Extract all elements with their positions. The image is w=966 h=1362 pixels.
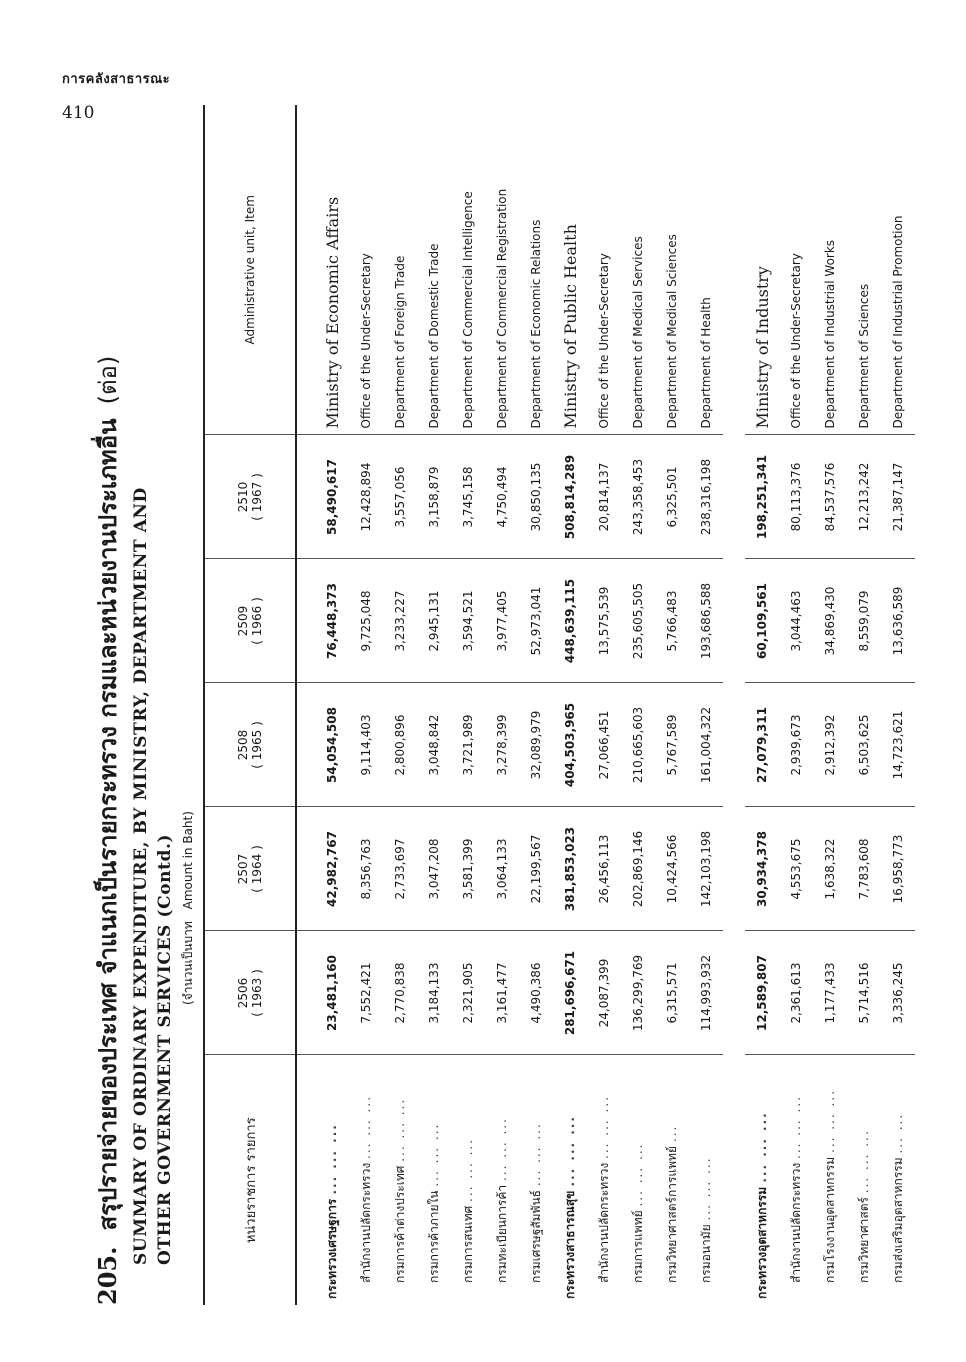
row-value: 1,638,322 — [813, 807, 847, 931]
row-value: 5,767,589 — [655, 683, 689, 807]
row-value: 243,358,453 — [621, 435, 655, 559]
row-value: 202,869,146 — [621, 807, 655, 931]
table-row-ministry — [745, 105, 779, 1305]
row-english-name: Ministry of Industry — [745, 105, 779, 435]
row-thai-name: กรมวิทยาศาสตร์การแพทย์ ... — [664, 1124, 679, 1283]
row-value: 13,575,539 — [587, 559, 621, 683]
row-english-name: Office of the Under-Secretary — [587, 105, 621, 435]
row-value: 9,114,403 — [349, 683, 383, 807]
row-value: 16,958,773 — [881, 807, 915, 931]
table-header-row — [204, 105, 296, 1305]
row-value: 3,745,158 — [451, 435, 485, 559]
row-english-name: Office of the Under-Secretary — [349, 105, 383, 435]
row-english-name: Department of Medical Services — [621, 105, 655, 435]
table-row — [349, 105, 383, 1305]
row-value: 3,064,133 — [485, 807, 519, 931]
header-year-2507 — [204, 807, 296, 931]
row-value: 508,814,289 — [553, 435, 587, 559]
header-thai-unit: หน่วยราชการ รายการ — [204, 1055, 296, 1305]
title-english-line1: SUMMARY OF ORDINARY EXPENDITURE, BY MINISTRY, DEPARTMENT AND — [131, 487, 151, 1265]
table-row-ministry — [553, 105, 587, 1305]
row-thai-name: กรมอนามัย ... ... ... — [698, 1156, 713, 1283]
row-value: 210,665,603 — [621, 683, 655, 807]
page-number: 410 — [62, 103, 95, 123]
table-row — [519, 105, 553, 1305]
row-thai-name: สำนักงานปลัดกระทรวง ... ... ... — [358, 1094, 373, 1283]
row-value: 8,356,763 — [349, 807, 383, 931]
row-english-name: Department of Domestic Trade — [417, 105, 451, 435]
table-row — [485, 105, 519, 1305]
row-value: 76,448,373 — [296, 559, 349, 683]
row-value: 12,428,894 — [349, 435, 383, 559]
row-value: 21,387,147 — [881, 435, 915, 559]
row-value: 6,503,625 — [847, 683, 881, 807]
row-thai-name: กรมการแพทย์ ... ... ... — [630, 1142, 645, 1283]
header-year-ce: ( 1966 ) — [250, 597, 264, 645]
row-thai-name: กรมการค้าต่างประเทศ ... ... ... — [392, 1097, 407, 1283]
row-value: 30,934,378 — [745, 807, 779, 931]
table-row — [451, 105, 485, 1305]
row-value: 3,581,399 — [451, 807, 485, 931]
row-value: 114,993,932 — [689, 931, 723, 1055]
unit-note-english: Amount in Baht) — [181, 811, 195, 910]
row-value: 4,553,675 — [779, 807, 813, 931]
table-number: 205. — [93, 1246, 122, 1305]
header-year-be: 2508 — [236, 729, 250, 761]
row-thai-name: สำนักงานปลัดกระทรวง ... ... ... — [788, 1094, 803, 1283]
row-value: 2,770,838 — [383, 931, 417, 1055]
header-year-ce: ( 1965 ) — [250, 721, 264, 769]
header-year-ce: ( 1963 ) — [250, 969, 264, 1017]
row-value: 3,557,056 — [383, 435, 417, 559]
row-value: 2,939,673 — [779, 683, 813, 807]
row-value: 6,315,571 — [655, 931, 689, 1055]
row-english-name: Department of Medical Sciences — [655, 105, 689, 435]
row-thai-name: กรมส่งเสริมอุตสาหกรรม ... ... — [890, 1112, 905, 1283]
row-thai-name: กระทรวงอุตสาหกรรม ... ... ... — [754, 1111, 769, 1299]
header-year-be: 2509 — [236, 605, 250, 637]
rotated-table-sheet — [70, 105, 940, 1305]
header-year-2510 — [204, 435, 296, 559]
table-row-ministry — [296, 105, 349, 1305]
title-thai-line — [88, 105, 127, 1305]
row-value: 3,047,208 — [417, 807, 451, 931]
row-value: 52,973,041 — [519, 559, 553, 683]
row-english-name: Ministry of Economic Affairs — [296, 105, 349, 435]
row-value: 54,054,508 — [296, 683, 349, 807]
row-value: 2,733,697 — [383, 807, 417, 931]
header-year-2508 — [204, 683, 296, 807]
row-value: 14,723,621 — [881, 683, 915, 807]
row-value: 20,814,137 — [587, 435, 621, 559]
row-thai-name: กรมวิทยาศาสตร์ ... ... ... — [856, 1129, 871, 1283]
row-value: 142,103,198 — [689, 807, 723, 931]
row-value: 84,537,576 — [813, 435, 847, 559]
row-value: 235,605,505 — [621, 559, 655, 683]
row-value: 5,766,483 — [655, 559, 689, 683]
row-thai-name: กรมการค้าภายใน ... ... ... — [426, 1122, 441, 1283]
row-value: 448,639,115 — [553, 559, 587, 683]
row-value: 9,725,048 — [349, 559, 383, 683]
row-thai-name: กรมการสนเทศ ... ... ... — [460, 1137, 475, 1283]
row-value: 161,004,322 — [689, 683, 723, 807]
header-year-ce: ( 1967 ) — [250, 473, 264, 521]
row-value: 58,490,617 — [296, 435, 349, 559]
header-year-ce: ( 1964 ) — [250, 845, 264, 893]
row-value: 3,044,463 — [779, 559, 813, 683]
row-value: 10,424,566 — [655, 807, 689, 931]
header-year-2506 — [204, 931, 296, 1055]
row-value: 1,177,433 — [813, 931, 847, 1055]
row-value: 281,696,671 — [553, 931, 587, 1055]
row-value: 198,251,341 — [745, 435, 779, 559]
row-english-name: Office of the Under-Secretary — [779, 105, 813, 435]
expenditure-table — [203, 105, 915, 1305]
row-value: 13,636,589 — [881, 559, 915, 683]
table-row — [587, 105, 621, 1305]
row-english-name: Department of Economic Relations — [519, 105, 553, 435]
table-row — [417, 105, 451, 1305]
row-thai-name: กรมทะเบียนการค้า ... ... ... — [494, 1117, 509, 1283]
row-value: 7,552,421 — [349, 931, 383, 1055]
table-row — [383, 105, 417, 1305]
title-contd-thai: (ต่อ) — [94, 355, 122, 405]
row-english-name: Department of Industrial Promotion — [881, 105, 915, 435]
row-thai-name: กรมเศรษฐสัมพันธ์ ... ... ... — [528, 1122, 543, 1283]
table-row — [813, 105, 847, 1305]
row-value: 6,325,501 — [655, 435, 689, 559]
table-spacer-row — [723, 105, 745, 1305]
row-value: 42,982,767 — [296, 807, 349, 931]
row-value: 3,594,521 — [451, 559, 485, 683]
row-value: 4,750,494 — [485, 435, 519, 559]
row-value: 3,158,879 — [417, 435, 451, 559]
table-title-area — [88, 105, 198, 1305]
header-year-2509 — [204, 559, 296, 683]
table-row — [881, 105, 915, 1305]
row-value: 12,589,807 — [745, 931, 779, 1055]
row-value: 3,184,133 — [417, 931, 451, 1055]
row-value: 30,850,135 — [519, 435, 553, 559]
row-value: 27,079,311 — [745, 683, 779, 807]
row-thai-name: กระทรวงสาธารณสุข ... ... ... — [562, 1115, 577, 1299]
row-thai-name: กระทรวงเศรษฐการ ... ... ... — [324, 1123, 339, 1299]
row-english-name: Department of Foreign Trade — [383, 105, 417, 435]
header-year-be: 2507 — [236, 853, 250, 885]
row-value: 193,686,588 — [689, 559, 723, 683]
row-value: 2,321,905 — [451, 931, 485, 1055]
row-value: 136,299,769 — [621, 931, 655, 1055]
row-value: 32,089,979 — [519, 683, 553, 807]
unit-note-thai: (จำนวนเป็นบาท — [181, 921, 195, 1005]
row-english-name: Department of Health — [689, 105, 723, 435]
title-thai: สรุปรายจ่ายของประเทศ จำแนกเป็นรายกระทรวง กรมและหน่วยงานประเภทอื่น — [94, 418, 122, 1231]
header-year-be: 2510 — [236, 481, 250, 513]
row-value: 2,912,392 — [813, 683, 847, 807]
row-english-name: Department of Commercial Intelligence — [451, 105, 485, 435]
row-value: 2,361,613 — [779, 931, 813, 1055]
row-value: 4,490,386 — [519, 931, 553, 1055]
row-value: 404,503,965 — [553, 683, 587, 807]
section-label: การคลังสาธารณะ — [62, 72, 171, 87]
table-row — [655, 105, 689, 1305]
row-value: 3,048,842 — [417, 683, 451, 807]
unit-note — [179, 105, 198, 1305]
row-thai-name: สำนักงานปลัดกระทรวง ... ... ... — [596, 1094, 611, 1283]
row-value: 8,559,079 — [847, 559, 881, 683]
table-row — [779, 105, 813, 1305]
row-value: 3,233,227 — [383, 559, 417, 683]
row-value: 26,456,113 — [587, 807, 621, 931]
row-value: 3,278,399 — [485, 683, 519, 807]
row-value: 3,336,245 — [881, 931, 915, 1055]
row-english-name: Department of Sciences — [847, 105, 881, 435]
row-value: 3,977,405 — [485, 559, 519, 683]
expenditure-table-wrapper — [203, 105, 915, 1305]
row-value: 23,481,160 — [296, 931, 349, 1055]
row-value: 12,213,242 — [847, 435, 881, 559]
row-value: 3,161,477 — [485, 931, 519, 1055]
row-value: 7,783,608 — [847, 807, 881, 931]
row-english-name: Department of Industrial Works — [813, 105, 847, 435]
row-value: 24,087,399 — [587, 931, 621, 1055]
row-thai-name: กรมโรงงานอุตสาหกรรม ... ... ... — [822, 1088, 837, 1283]
row-value: 2,800,896 — [383, 683, 417, 807]
header-english-unit: Administrative unit, Item — [204, 105, 296, 435]
table-row — [847, 105, 881, 1305]
header-year-be: 2506 — [236, 977, 250, 1009]
row-value: 34,869,430 — [813, 559, 847, 683]
row-value: 238,316,198 — [689, 435, 723, 559]
table-row — [621, 105, 655, 1305]
row-value: 60,109,561 — [745, 559, 779, 683]
table-row — [689, 105, 723, 1305]
row-value: 27,066,451 — [587, 683, 621, 807]
row-value: 3,721,989 — [451, 683, 485, 807]
title-english-line2: OTHER GOVERNMENT SERVICES (Contd.) — [155, 833, 175, 1265]
row-value: 5,714,516 — [847, 931, 881, 1055]
row-value: 381,853,023 — [553, 807, 587, 931]
row-value: 80,113,376 — [779, 435, 813, 559]
row-value: 22,199,567 — [519, 807, 553, 931]
row-english-name: Department of Commercial Registration — [485, 105, 519, 435]
row-english-name: Ministry of Public Health — [553, 105, 587, 435]
row-value: 2,945,131 — [417, 559, 451, 683]
